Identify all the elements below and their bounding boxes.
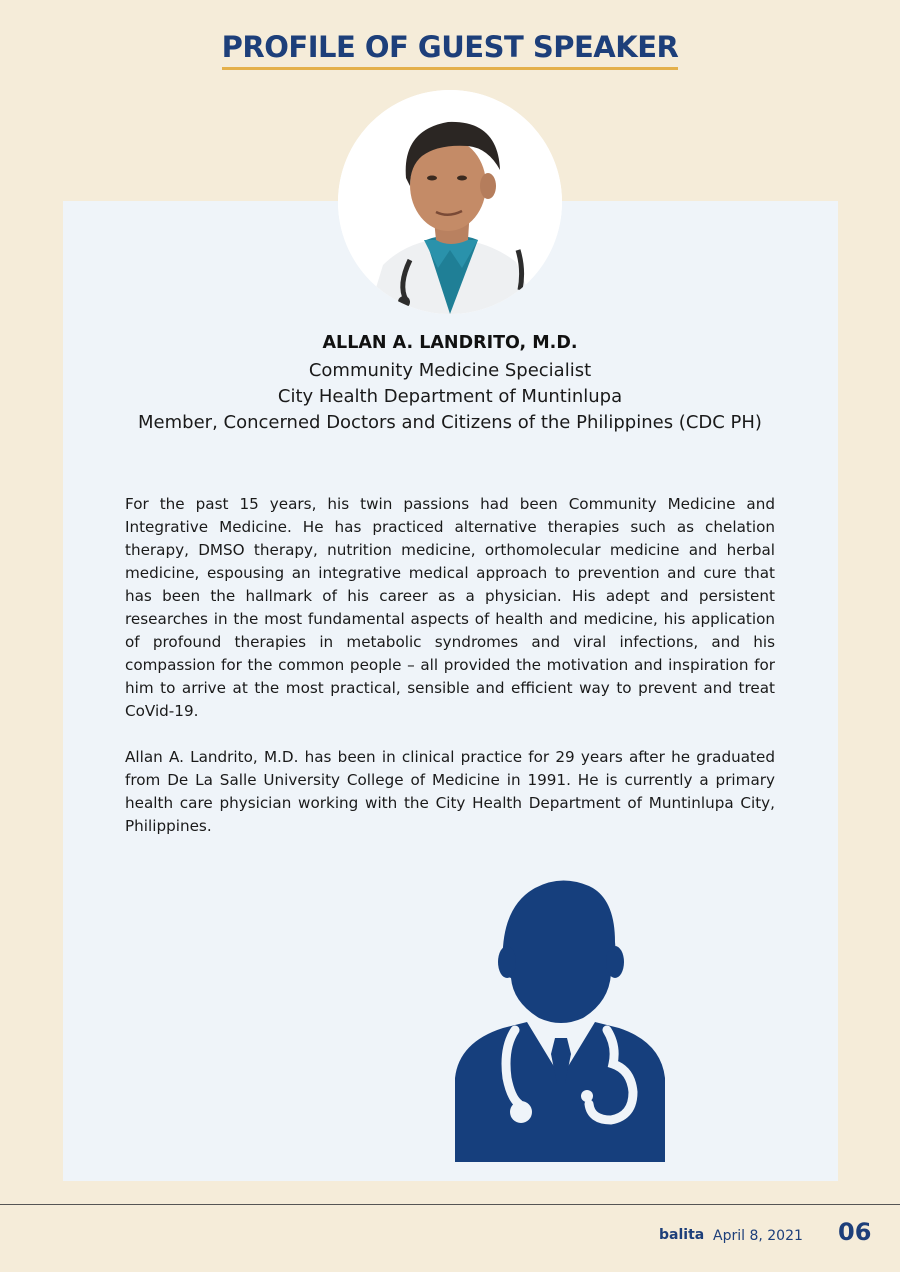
speaker-department: City Health Department of Muntinlupa <box>277 386 623 407</box>
speaker-portrait-photo <box>338 90 562 314</box>
speaker-biography <box>125 493 775 838</box>
page-title: PROFILE OF GUEST SPEAKER <box>222 30 679 70</box>
speaker-name: ALLAN A. LANDRITO, M.D. <box>322 333 578 353</box>
doctor-icon <box>455 878 667 1162</box>
bio-paragraph-1: For the past 15 years, his twin passions had been Community Medicine and Integrative Medicine. He has practiced alternative therapies such as chelation therapy, DMSO therapy, nutrition medicine, orthomolecular medicine and herbal medicine, espousing an integrative medical approach to prevention and cure that has been the hallmark of his career as a physician. His adept and persistent researches in the most fundamental aspects of health and medicine, his application of profound therapies in metabolic syndromes and viral infections, and his compassion for the common people – all provided the motivation and inspiration for him to arrive at the most practical, sensible and efficient way to prevent and treat CoVid-19. <box>125 495 775 720</box>
speaker-title: Community Medicine Specialist <box>308 360 592 381</box>
page-title-wrapper <box>0 30 900 70</box>
speaker-membership: Member, Concerned Doctors and Citizens of the Philippines (CDC PH) <box>138 412 762 433</box>
speaker-info <box>0 331 900 436</box>
page-number: 06 <box>838 1218 872 1246</box>
footer-brand: balita <box>659 1227 705 1243</box>
speaker-portrait <box>338 90 562 314</box>
footer-divider <box>0 1204 900 1205</box>
footer-date: April 8, 2021 <box>713 1228 803 1244</box>
bio-paragraph-2: Allan A. Landrito, M.D. has been in clinical practice for 29 years after he graduated from De La Salle University College of Medicine in 1991. He is currently a primary health care physician working with the City Health Department of Muntinlupa City, Philippines. <box>125 748 775 835</box>
